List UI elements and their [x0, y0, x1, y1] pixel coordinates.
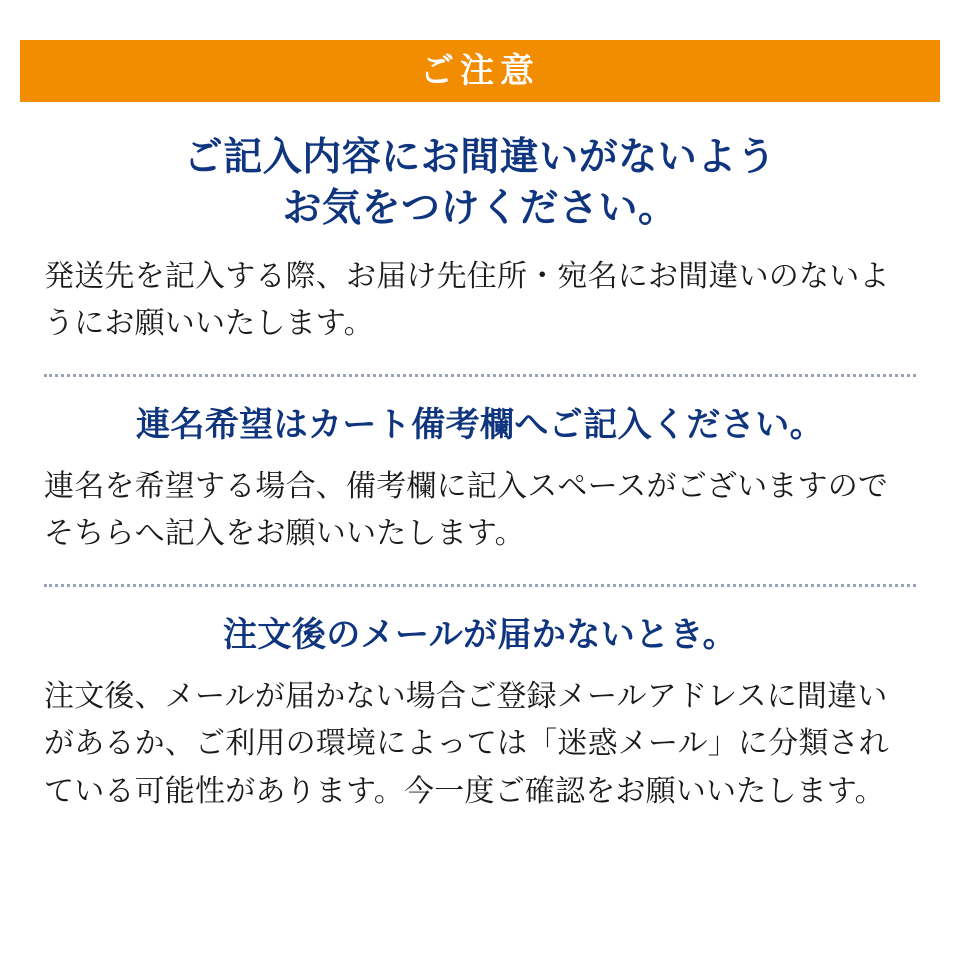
- notice-section-email: [44, 613, 916, 815]
- notice-banner-title: ご注意: [420, 52, 540, 90]
- notice-section-joint-name-title: 連名希望はカート備考欄へご記入ください。: [136, 405, 824, 444]
- notice-section-email-body: 注文後、メールが届かない場合ご登録メールアドレスに間違いがあるか、ご利用の環境によっては「迷惑メール」に分類されている可能性があります。今一度ご確認をお願いいたします。: [44, 679, 889, 808]
- page-headline-line2: お気をつけください。: [282, 187, 678, 231]
- section-divider: [44, 584, 916, 587]
- section-divider: [44, 374, 916, 377]
- notice-banner: [20, 40, 940, 102]
- page-headline: [44, 132, 916, 235]
- notice-content: [44, 118, 916, 815]
- notice-section-joint-name: [44, 403, 916, 558]
- notice-section-joint-name-body: 連名を希望する場合、備考欄に記入スペースがございますのでそちらへ記入をお願いいたします。: [44, 469, 889, 551]
- notice-section-shipping-body: 発送先を記入する際、お届け先住所・宛名にお間違いのないようにお願いいたします。: [44, 259, 890, 341]
- page-headline-line1: ご記入内容にお間違いがないよう: [183, 136, 777, 179]
- notice-section-email-title: 注文後のメールが届かないとき。: [223, 615, 737, 654]
- notice-section-shipping: [44, 253, 916, 348]
